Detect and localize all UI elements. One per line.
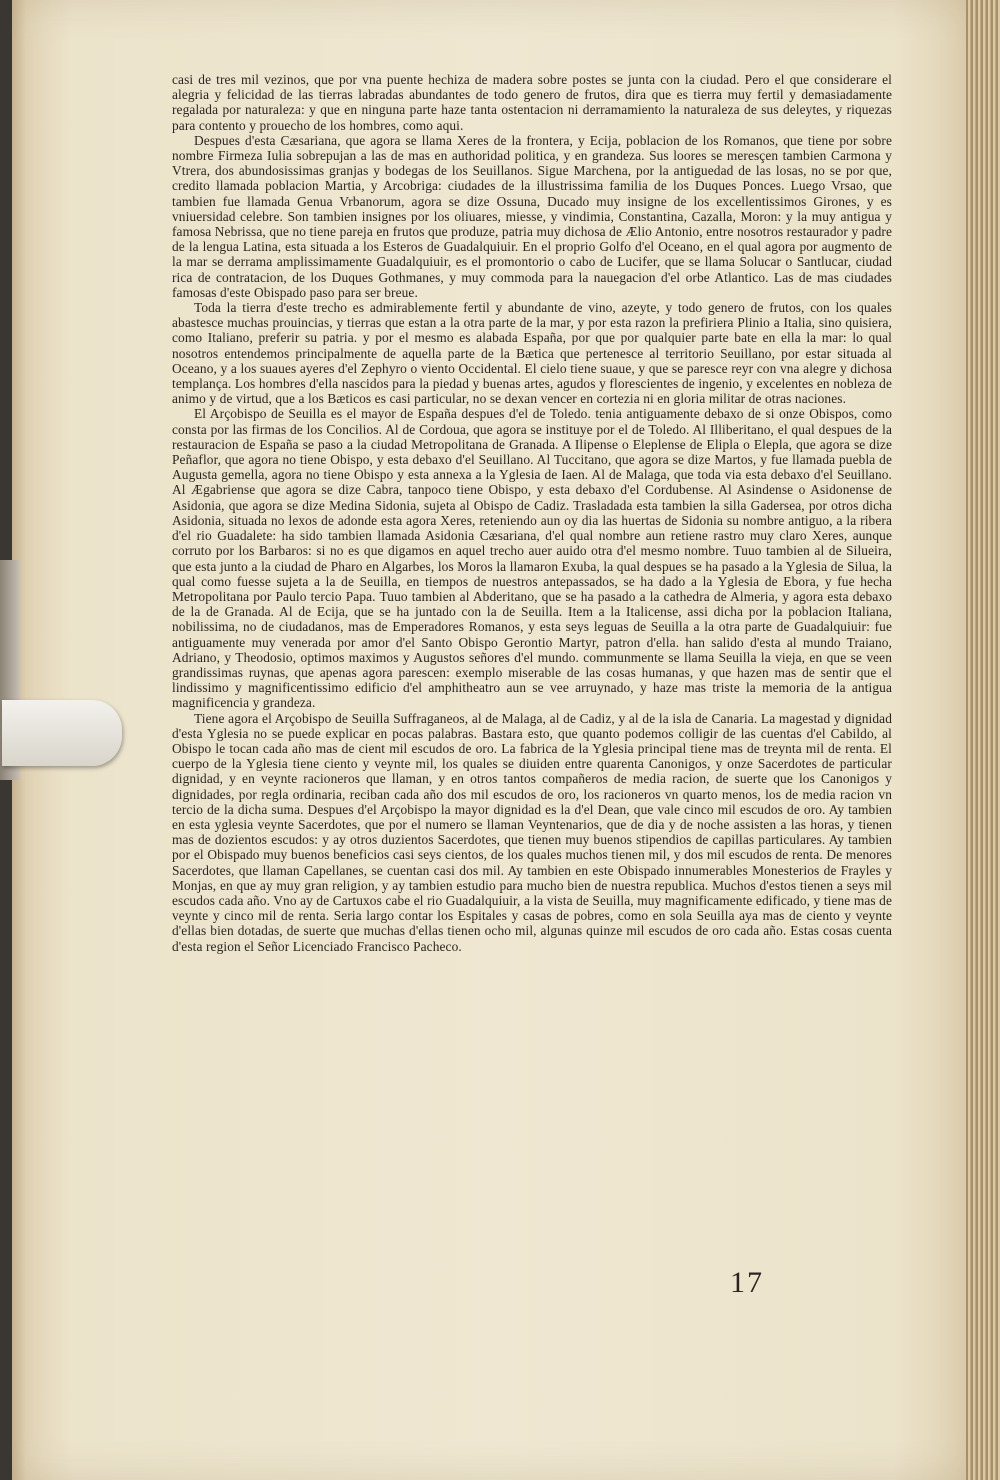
paragraph-2: Despues d'esta Cæsariana, que agora se llama Xeres de la frontera, y Ecija, poblacion de los Romanos, que tiene por sobre nombre Firmeza Iulia sobrepujan a las de mas en authoridad politica, y en grandeza. Sus loores se meresçen tambien Carmona y Vtrera, dos abundosissimas granjas y bodegas de los Seuillanos. Sigue Marchena, por la antiguedad de las losas, no se por que, credito llamada poblacion Martia, y Arcobriga: ciudades de la illustrissima familia de los Duques Ponces. Luego Vrsao, que tambien fue llamada Genua Vrbanorum, agora se dize Ossuna, Ducado muy insigne de los excellentissimos Girones, y es vniuersidad celebre. Son tambien insignes por los oliuares, miesse, y vindimia, Constantina, Cazalla, Moron: y la muy antigua y famosa Nebrissa, que no tiene pareja en frutos que produze, patria muy dichosa de Ælio Antonio, entre nosotros restaurador y padre de la lengua Latina, esta situada a los Esteros de Guadalquiuir. En el proprio Golfo d'el Oceano, en el qual agora por augmento de la mar se derrama amplissimamente Guadalquiuir, es el promontorio o cabo de Lucifer, que se llama Solucar o Santlucar, ciudad rica de contratacion, de los Duques Gothmanes, y muy commoda para la nauegacion d'el orbe Atlantico. Las de mas ciudades famosas d'este Obispado paso para ser breue.: [172, 132, 892, 300]
book-page: [12, 0, 970, 1480]
paragraph-5: Tiene agora el Arçobispo de Seuilla Suffraganeos, al de Malaga, al de Cadiz, y al de la isla de Canaria. La magestad y dignidad d'esta Yglesia no se puede explicar en pocas palabras. Bastara esto, que quanto podemos colligir de las cuentas d'el Cabildo, al Obispo le tocan cada año mas de cient mil escudos de oro. La fabrica de la Yglesia principal tiene mas de treynta mil de renta. El cuerpo de la Yglesia tiene ciento y veynte mil, los quales se diuiden entre quarenta Canonigos, y onze Sacerdotes de particular dignidad, y en veynte racioneros que llaman, y en otros tantos compañeros de media racion, de suerte que los Canonigos y dignidades, por regla ordinaria, reciban cada año dos mil escudos de oro, los racioneros vn quarto menos, los de media racion vn tercio de la dicha suma. Despues d'el Arçobispo la mayor dignidad es la d'el Dean, que vale cinco mil escudos de oro. Ay tambien en esta yglesia veynte Sacerdotes, que por el numero se llaman Veyntenarios, que de dia y de noche assisten a las horas, y tienen mas de dozientos escudos: y ay otros duzientos Sacerdotes, que tienen muy buenos stipendios de capillas particulares. Ay tambien por el Obispado muy buenos beneficios casi seys cientos, de los quales muchos tienen mil, y dos mil escudos de renta. De menores Sacerdotes, que llaman Capellanes, se cuentan casi dos mil. Ay tambien en este Obispado innumerables Monesterios de Frayles y Monjas, en que ay muy gran religion, y ay tambien estudio para mucho bien de nuestra republica. Muchos d'estos tienen a seys mil escudos cada año. Vno ay de Cartuxos cabe el rio Guadalquiuir, a la vista de Seuilla, muy magnificamente edificado, y tiene mas de veynte y cinco mil de renta. Seria largo contar los Espitales y casas de pobres, como en sola Seuilla aya mas de ciento y veynte d'ellas bien dotadas, de suerte que muchas d'ellas tienen ocho mil, algunas quinze mil escudos de oro cada año. Estas cosas cuenta d'esta region el Señor Licenciado Francisco Pacheco.: [172, 710, 892, 954]
paragraph-1: casi de tres mil vezinos, que por vna puente hechiza de madera sobre postes se junta con la ciudad. Pero el que considerare el alegria y felicidad de las tierras labradas abundantes de todo genero de frutos, dira que es tierra muy fertil y demasiadamente regalada por naturaleza: y que en ninguna parte haze tanta ostentacion ni derramamiento la naturaleza de sus deleytes, y riquezas para contento y prouecho de los hombres, como aqui.: [172, 72, 892, 133]
paragraph-3: Toda la tierra d'este trecho es admirablemente fertil y abundante de vino, azeyte, y todo genero de frutos, con los quales abastesce muchas prouincias, y tierras que estan a la otra parte de la mar, y por esta razon la prefiriera Plinio a Italia, sino quisiera, como Italiano, preferir su patria. y por el mesmo es alabada España, por que por qualquier parte bate en ella la mar: lo qual nosotros entendemos principalmente de aquella parte de la Bætica que pertenesce al territorio Seuillano, por estar situada al Oceano, y a los suaues ayeres d'el Zephyro o viento Occidental. El cielo tiene suaue, y que se paresce reyr con vna alegre y dichosa templança. Los hombres d'ella nascidos para la piedad y buenas artes, agudos y florescientes de ingenio, y excelentes en nobleza de animo y de virtud, que a los Bæticos es casi particular, no se dexan vencer en cortezia ni en gloria militar de otras naciones.: [172, 300, 892, 407]
page-text: [172, 72, 892, 954]
paragraph-4: El Arçobispo de Seuilla es el mayor de España despues d'el de Toledo. tenia antiguamente debaxo de si onze Obispos, como consta por las firmas de los Concilios. Al de Cordoua, que agora se instituye por el de Toledo. Al Illiberitano, el qual despues de la restauracion de España se paso a la ciudad Metropolitana de Granada. A Ilipense o Eleplense de Elipla o Elepla, que agora se dize Peñaflor, que agora no tiene Obispo, y esta debaxo d'el Seuillano. Al Tuccitano, que agora se dize Martos, y fue llamada puebla de Augusta gemella, agora no tiene Obispo y esta annexa a la Yglesia de Iaen. Al de Malaga, que toda via esta debaxo d'el Seuillano. Al Ægabriense que agora se dize Cabra, tanpoco tiene Obispo, y esta debaxo d'el Cordubense. Al Asindense o Asidonense de Asidonia, que agora se dize Medina Sidonia, sujeta al Obispo de Cadiz. Trasladada esta tambien la silla Gadersea, por otros dicha Asidonia, situada no lexos de adonde esta agora Xeres, reteniendo aun oy dia las huertas de Sidonia su nombre antiguo, a la ribera d'el rio Guadalete: ha sido tambien llamada Asidonia Cæsariana, d'el qual nombre aun retiene rastro muy claro Xeres, aunque corruto por los Barbaros: si no es que digamos en aquel trecho auer auido otra d'el mesmo nombre. Tuuo tambien al de Silueira, que esta junto a la ciudad de Pharo en Algarbes, los Moros la llamaron Exuba, la qual despues se ha pasado a la Yglesia de Silua, la qual como fuesse sujeta a la de Seuilla, en tiempos de nuestros antepassados, se ha dado a la Yglesia de Ebora, y fue hecha Metropolitana por Paulo tercio Papa. Tuuo tambien al Abderitano, que se ha pasado a la cathedra de Almeria, y agora esta debaxo de la de Granada. Al de Ecija, que se ha juntado con la de Seuilla. Item a la Italicense, assi dicha por la poblacion Italiana, nobilissima, no de ciudadanos, mas de Emperadores Romanos, y esta seys leguas de Seuilla a la otra parte de Guadalquiuir: fue antiguamente muy venerada por amor d'el Santo Obispo Gerontio Martyr, patron d'ella. han salido d'esta al mundo Traiano, Adriano, y Theodosio, optimos maximos y Augustos señores d'el mundo. communmente se llama Seuilla la vieja, en que se veen grandissimas ruynas, que apenas agora parescen: exemplo miserable de las cosas humanas, y que hazen mas de sentir que el lindissimo y magnificentissimo edificio d'el amphitheatro aun se vee arruynado, y haze mas triste la memoria de la antigua magnificencia y grandeza.: [172, 406, 892, 711]
page-number: 17: [730, 1266, 764, 1299]
page-clip: [2, 700, 122, 766]
page-edges: [966, 0, 1000, 1480]
